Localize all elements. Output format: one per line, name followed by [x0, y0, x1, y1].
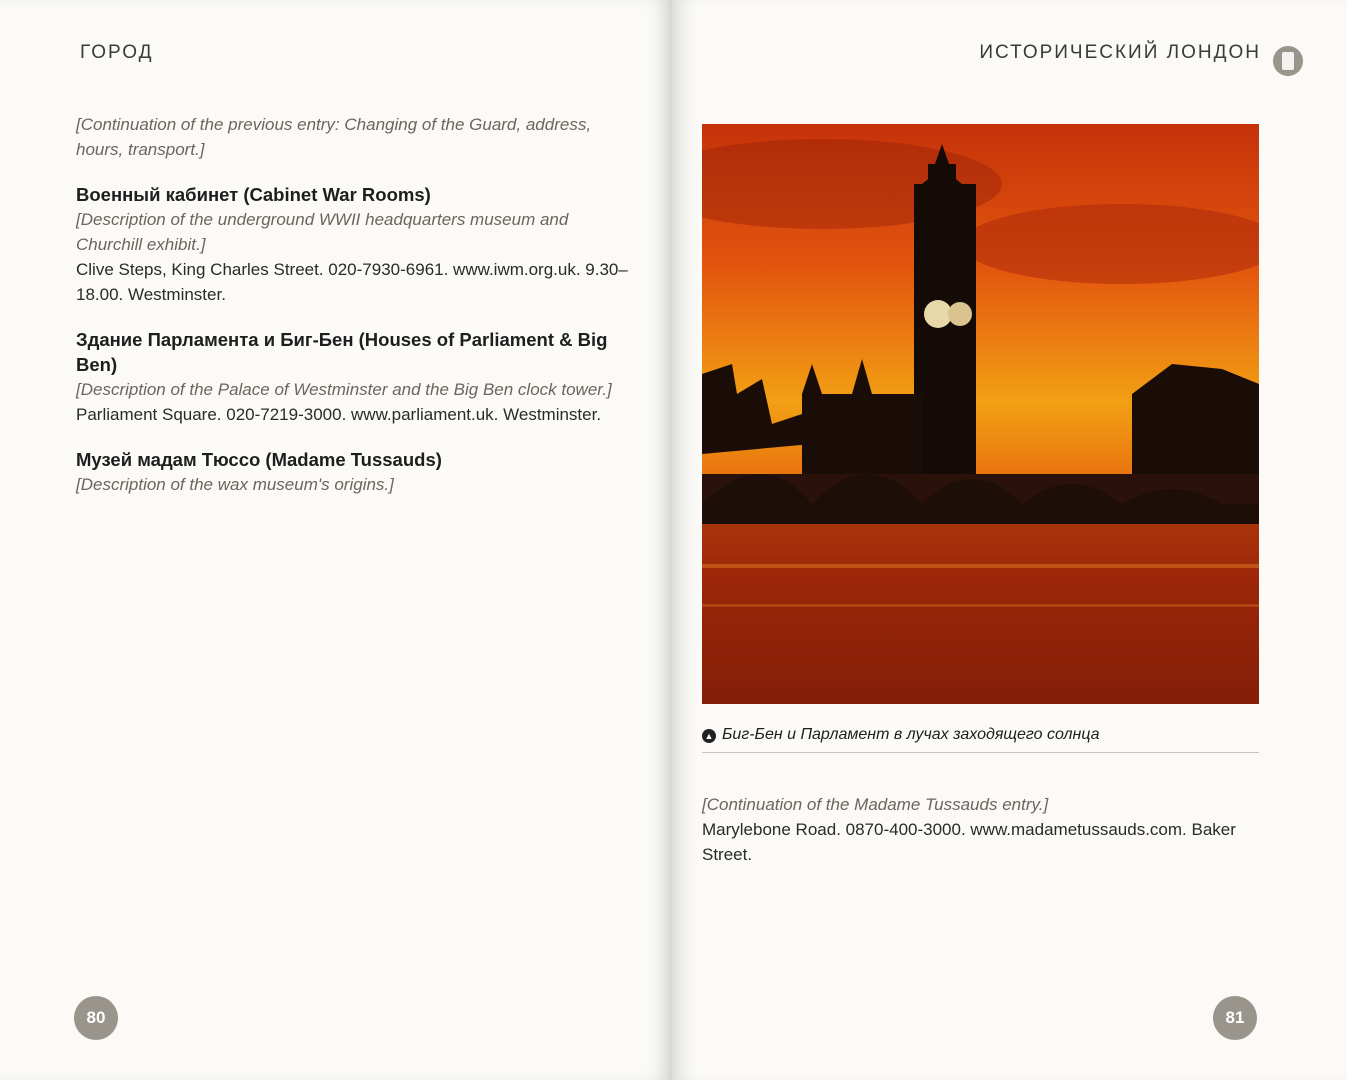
- left-page: [0, 0, 672, 1080]
- landmark-icon: [1273, 46, 1303, 76]
- right-page: [672, 0, 1347, 1080]
- photo-caption: [702, 726, 1259, 753]
- page-number-left: 80: [74, 996, 118, 1040]
- running-head-right: ИСТОРИЧЕСКИЙ ЛОНДОН: [979, 42, 1261, 63]
- section-body-placeholder: [Description of the Palace of Westminster and the Big Ben clock tower.]: [76, 380, 612, 399]
- caption-arrow-icon: ▲: [702, 729, 716, 743]
- caption-text: Биг-Бен и Парламент в лучах заходящего солнца: [722, 726, 1100, 743]
- intro-placeholder: [Continuation of the previous entry: Changing of the Guard, address, hours, transport.]: [76, 115, 592, 159]
- photo-silhouette: [702, 124, 1259, 704]
- section-title-parliament: Здание Парламента и Биг-Бен (Houses of Parliament & Big Ben): [76, 329, 608, 375]
- continuation-contact: Marylebone Road. 0870-400-3000. www.madametussauds.com. Baker Street.: [702, 820, 1236, 864]
- page-number-right: 81: [1213, 996, 1257, 1040]
- big-ben-photo: [702, 124, 1259, 704]
- section-body-placeholder: [Description of the wax museum's origins.]: [76, 475, 394, 494]
- section-contact: Parliament Square. 020-7219-3000. www.parliament.uk. Westminster.: [76, 405, 602, 424]
- continuation-placeholder: [Continuation of the Madame Tussauds entry.]: [702, 795, 1049, 814]
- section-contact: Clive Steps, King Charles Street. 020-7930-6961. www.iwm.org.uk. 9.30–18.00. Westminster.: [76, 260, 628, 304]
- right-text-column: [702, 792, 1259, 867]
- section-title-madame-tussauds: Музей мадам Тюссо (Madame Tussauds): [76, 449, 442, 470]
- section-title-cabinet-war-rooms: Военный кабинет (Cabinet War Rooms): [76, 184, 431, 205]
- running-head-left: ГОРОД: [80, 42, 154, 63]
- left-text-column: [76, 112, 636, 497]
- section-body-placeholder: [Description of the underground WWII headquarters museum and Churchill exhibit.]: [76, 210, 569, 254]
